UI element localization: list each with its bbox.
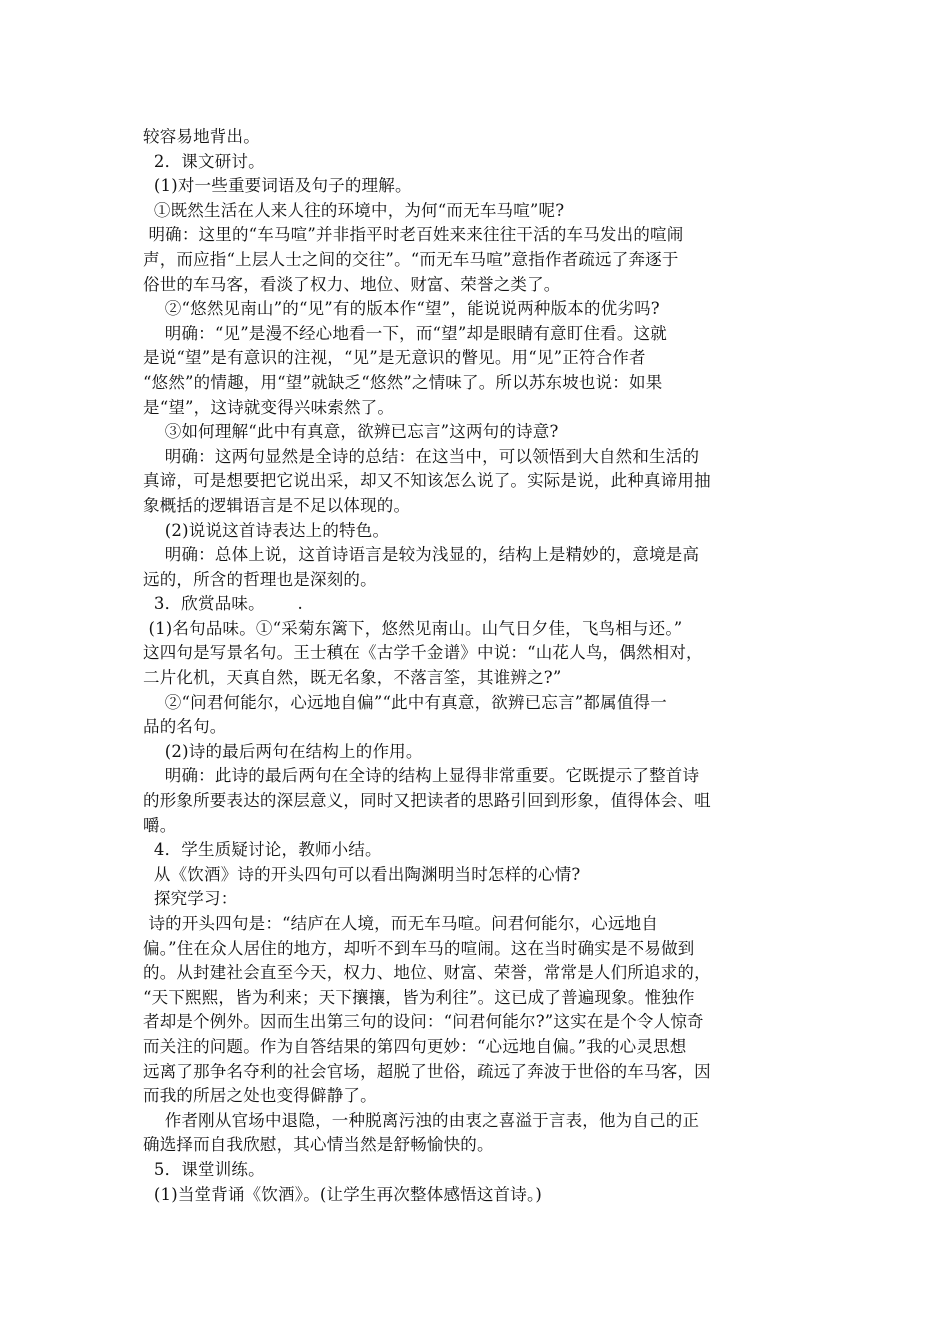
text-line: 诗的开头四句是：“结庐在人境，而无车马喧。问君何能尔，心远地自 bbox=[143, 914, 659, 933]
text-line: 5．课堂训练。 bbox=[143, 1159, 265, 1179]
text-line: 4．学生质疑讨论，教师小结。 bbox=[143, 840, 382, 860]
text-line: 明确：此诗的最后两句在全诗的结构上显得非常重要。它既提示了整首诗 bbox=[143, 766, 700, 786]
text-line: ①既然生活在人来人往的环境中，为何“而无车马喧”呢? bbox=[143, 200, 565, 220]
text-line: 象概括的逻辑语言是不足以体现的。 bbox=[143, 495, 411, 515]
text-line: 而我的所居之处也变得僻静了。 bbox=[143, 1086, 377, 1106]
text-line: 明确：“见”是漫不经心地看一下，而“望”却是眼睛有意盯住看。这就 bbox=[143, 323, 667, 343]
text-line: ③如何理解“此中有真意，欲辨已忘言”这两句的诗意? bbox=[143, 422, 559, 442]
text-line: ②“问君何能尔，心远地自偏”“此中有真意，欲辨已忘言”都属值得一 bbox=[143, 692, 667, 712]
text-line: (2)诗的最后两句在结构上的作用。 bbox=[143, 741, 423, 761]
text-line: 明确：这两句显然是全诗的总结：在这当中，可以领悟到大自然和生活的 bbox=[143, 446, 700, 466]
text-line: 俗世的车马客，看淡了权力、地位、财富、荣誉之类了。 bbox=[143, 274, 561, 294]
text-line: 是“望”，这诗就变得兴味索然了。 bbox=[143, 397, 395, 417]
text-line: 确选择而自我欣慰，其心情当然是舒畅愉快的。 bbox=[143, 1135, 494, 1155]
text-line: (1)对一些重要词语及句子的理解。 bbox=[143, 176, 412, 196]
text-line: (2)说说这首诗表达上的特色。 bbox=[143, 520, 390, 540]
text-line: 3．欣赏品味。 . bbox=[143, 594, 303, 614]
text-line: 远的，所含的哲理也是深刻的。 bbox=[143, 569, 377, 589]
text-line: 真谛，可是想要把它说出采，却又不知该怎么说了。实际是说，此种真谛用抽 bbox=[143, 471, 711, 491]
text-line: 从《饮酒》诗的开头四句可以看出陶渊明当时怎样的心情? bbox=[143, 864, 581, 884]
text-line: (1)当堂背诵《饮酒》。(让学生再次整体感悟这首诗。) bbox=[143, 1184, 543, 1204]
text-line: 嚼。 bbox=[143, 815, 177, 835]
text-line: (1)名句品味。①“采菊东篱下，悠然见南山。山气日夕佳，飞鸟相与还。” bbox=[143, 618, 683, 638]
text-line: 明确：总体上说，这首诗语言是较为浅显的，结构上是精妙的，意境是高 bbox=[143, 545, 700, 565]
text-line: 者却是个例外。因而生出第三句的设问：“问君何能尔?”这实在是个令人惊奇 bbox=[143, 1012, 704, 1032]
text-line: 探究学习： bbox=[143, 889, 238, 909]
text-line: ②“悠然见南山”的“见”有的版本作“望”，能说说两种版本的优劣吗? bbox=[143, 299, 660, 319]
text-line: 明确：这里的“车马喧”并非指平时老百姓来来往往干活的车马发出的喧闹 bbox=[143, 225, 684, 245]
text-line: 远离了那争名夺利的社会官场，超脱了世俗，疏远了奔波于世俗的车马客，因 bbox=[143, 1061, 711, 1081]
text-line: 的。从封建社会直至今天，权力、地位、财富、荣誉，常常是人们所追求的， bbox=[143, 963, 711, 983]
text-line: “天下熙熙，皆为利来；天下攘攘，皆为利往”。这已成了普遍现象。惟独作 bbox=[143, 987, 695, 1007]
text-line: 偏。”住在众人居住的地方，却听不到车马的喧闹。这在当时确实是不易做到 bbox=[143, 938, 695, 958]
text-line: 2．课文研讨。 bbox=[143, 151, 265, 171]
text-line: “悠然”的情趣，用“望”就缺乏“悠然”之情味了。所以苏东坡也说：如果 bbox=[143, 372, 663, 392]
text-line: 这四句是写景名句。王士稹在《古学千金谱》中说：“山花人鸟，偶然相对， bbox=[143, 643, 703, 663]
text-line: 二片化机，天真自然，既无名象，不落言筌，其谁辨之?” bbox=[143, 668, 562, 688]
document-body bbox=[143, 125, 815, 1207]
text-line: 而关注的问题。作为自答结果的第四句更妙：“心远地自偏。”我的心灵思想 bbox=[143, 1036, 687, 1056]
text-line: 的形象所要表达的深层意义，同时又把读者的思路引回到形象，值得体会、咀 bbox=[143, 791, 711, 811]
text-line: 品的名句。 bbox=[143, 717, 227, 737]
text-line: 较容易地背出。 bbox=[143, 127, 260, 146]
text-line: 作者刚从官场中退隐，一种脱离污浊的由衷之喜溢于言表，他为自己的正 bbox=[143, 1110, 700, 1130]
text-line: 声，而应指“上层人士之间的交往”。“而无车马喧”意指作者疏远了奔逐于 bbox=[143, 249, 679, 269]
text-line: 是说“望”是有意识的注视，“见”是无意识的瞥见。用“见”正符合作者 bbox=[143, 348, 646, 368]
